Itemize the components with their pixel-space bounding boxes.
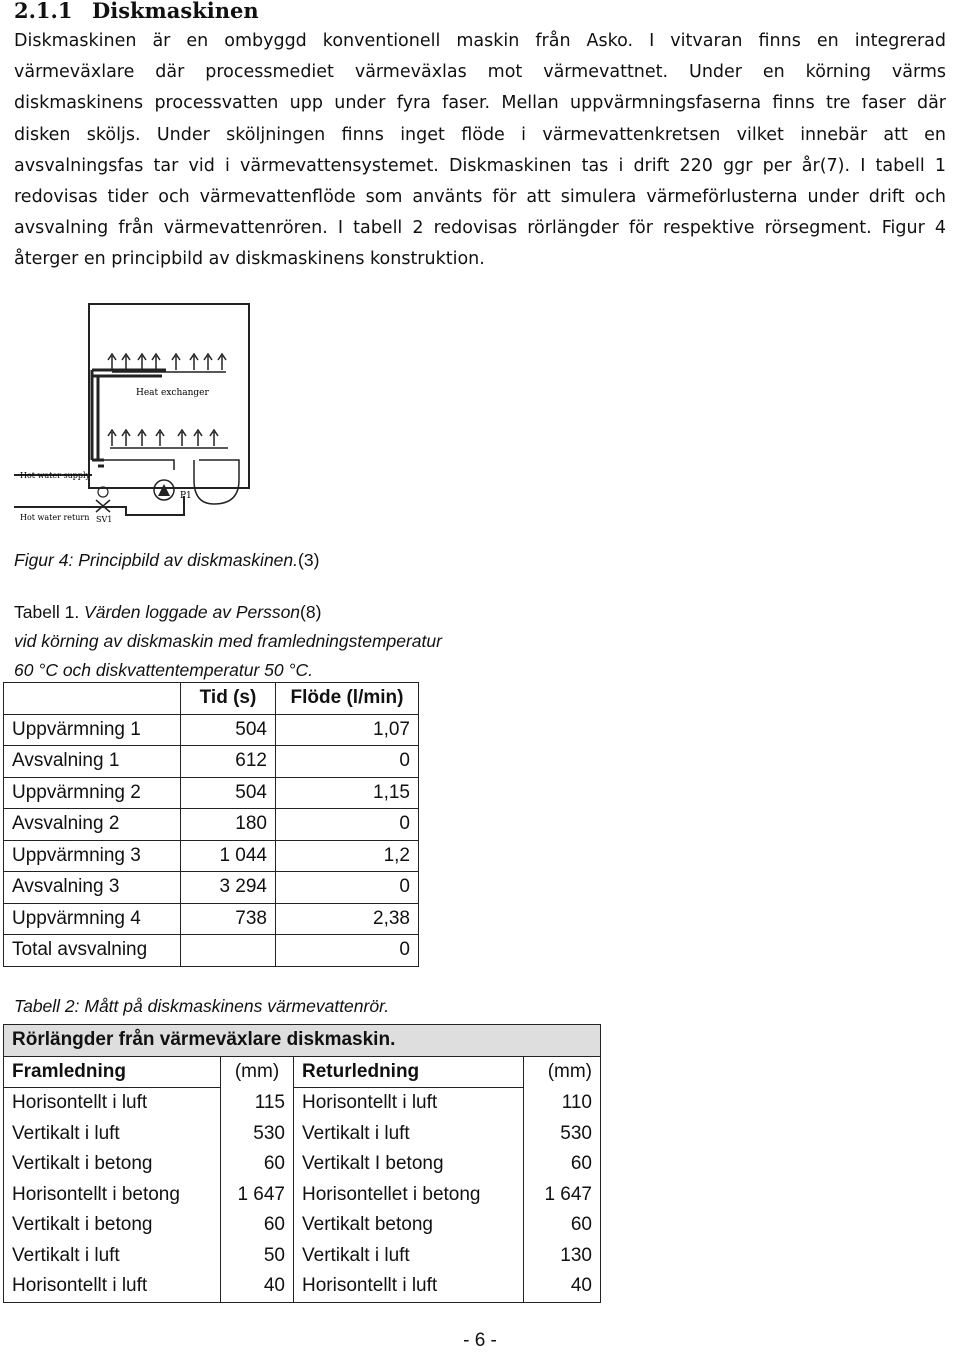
figure-caption: Figur 4: Principbild av diskmaskinen.(3) (14, 550, 320, 570)
paragraph-line: disken sköljs. Under sköljningen finns inget flöde i värmevattenkretsen vilket innebär att en (14, 124, 946, 145)
hot-water-return-label: Hot water return (20, 513, 90, 522)
table2-caption: Tabell 2: Mått på diskmaskinens värmevattenrör. (14, 996, 390, 1016)
table-title-row: Rörlängder från värmeväxlare diskmaskin. (4, 1025, 601, 1057)
table-row: Avsvalning 2 180 0 (4, 809, 419, 841)
pump-label: P1 (180, 491, 192, 501)
table-row: Total avsvalning 0 (4, 935, 419, 967)
page-number: - 6 - (463, 1330, 497, 1351)
section-heading (14, 0, 259, 23)
table-row: Horisontellt i luft 115 Horisontellt i luft 110 (4, 1088, 601, 1119)
paragraph-line: redovisas tider och värmevattenflöde som använts för att simulera värmeförlusterna under drift och (14, 187, 946, 208)
heat-exchanger-wall (92, 370, 166, 466)
table-row: Uppvärmning 4 738 2,38 (4, 903, 419, 935)
heat-exchanger-label: Heat exchanger (136, 388, 209, 398)
valve-label: SV1 (96, 515, 113, 524)
lower-spray-arrows (108, 430, 228, 448)
paragraph-line: avsvalning från värmevattenrören. I tabell 2 redovisas rörlängder för respektive rörsegment. Figur 4 (14, 218, 946, 239)
table-row: Vertikalt i betong 60 Vertikalt I betong 60 (4, 1149, 601, 1180)
table1-caption: Tabell 1. Värden loggade av Persson(8) vid körning av diskmaskin med framledningstemperatur 60 °C och diskvattentemperatur 50 °C. (14, 602, 442, 680)
paragraph-line: avsvalningsfas tar vid i värmevattensystemet. Diskmaskinen tas i drift 220 ggr per år(7). I tabell 1 (14, 155, 946, 176)
section-number: 2.1.1 (14, 0, 73, 23)
body-paragraph (14, 26, 946, 276)
table-row: Vertikalt i betong 60 Vertikalt betong 60 (4, 1210, 601, 1241)
table-header-row: Framledning (mm) Returledning (mm) (4, 1056, 601, 1088)
section-title: Diskmaskinen (92, 0, 259, 23)
table1 (3, 682, 419, 967)
table-row: Avsvalning 3 3 294 0 (4, 872, 419, 904)
paragraph-line: diskmaskinens processvatten upp under fyra faser. Mellan uppvärmningsfaserna finns tre faser där (14, 93, 946, 114)
paragraph-line: värmeväxlare där processmediet värmeväxlas mot värmevattnet. Under en körning värms (14, 62, 946, 83)
table-row: Horisontellt i betong 1 647 Horisontellet i betong 1 647 (4, 1180, 601, 1211)
table-row: Horisontellt i luft 40 Horisontellt i luft 40 (4, 1271, 601, 1302)
table-row: Uppvärmning 3 1 044 1,2 (4, 840, 419, 872)
pump-arrow-icon (158, 484, 170, 496)
table-row: Uppvärmning 1 504 1,07 (4, 714, 419, 746)
table-row: Uppvärmning 2 504 1,15 (4, 777, 419, 809)
table-row: Avsvalning 1 612 0 (4, 746, 419, 778)
table-row: Vertikalt i luft 530 Vertikalt i luft 530 (4, 1119, 601, 1150)
table2 (3, 1024, 601, 1303)
paragraph-line: Diskmaskinen är en ombyggd konventionell maskin från Asko. I vitvaran finns en integrerad (14, 31, 946, 51)
paragraph-line: återger en principbild av diskmaskinens konstruktion. (14, 249, 485, 270)
table-row: Vertikalt i luft 50 Vertikalt i luft 130 (4, 1241, 601, 1272)
dishwasher-diagram (14, 300, 284, 528)
table-header-row: Tid (s) Flöde (l/min) (4, 683, 419, 715)
hot-water-supply-label: Hot water supply (20, 471, 91, 480)
